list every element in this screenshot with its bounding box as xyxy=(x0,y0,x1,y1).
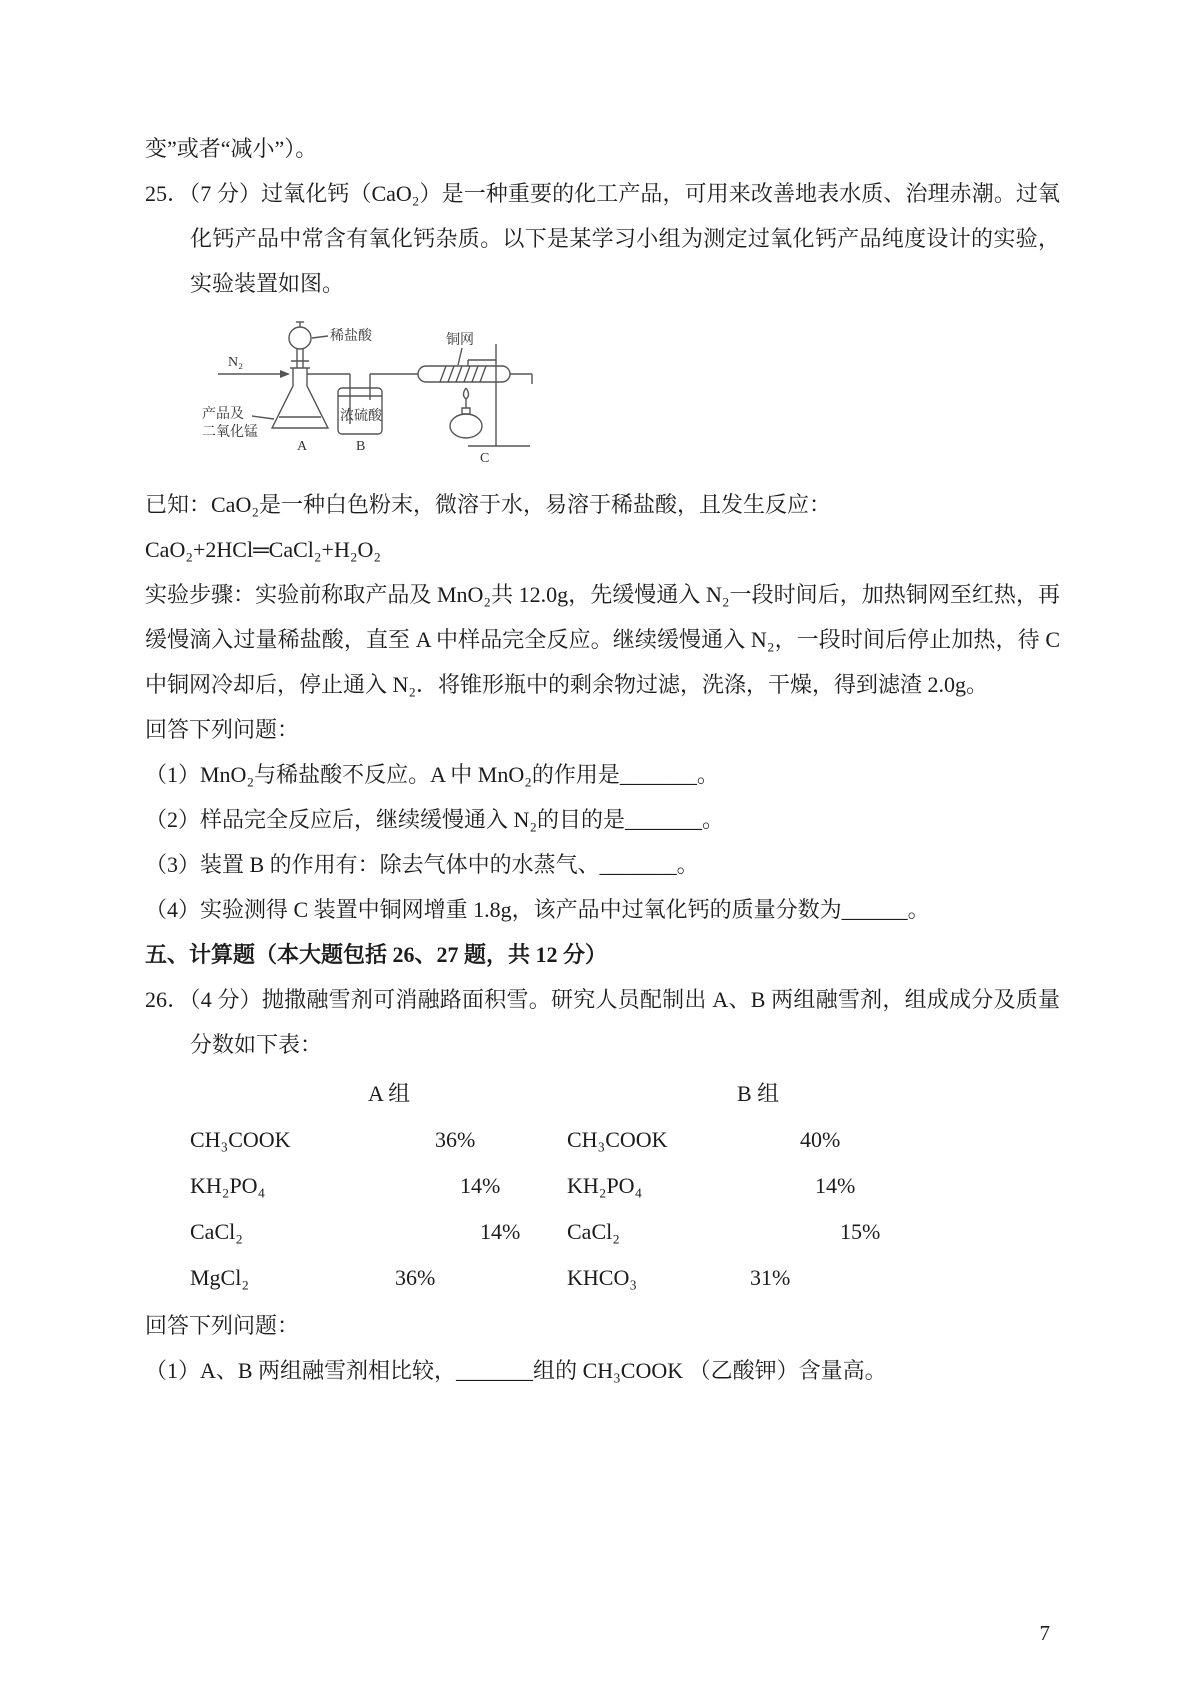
n2-label: N₂ xyxy=(228,355,243,370)
apparatus-diagram xyxy=(200,316,1060,470)
table-row xyxy=(190,1117,1060,1163)
q25-sub1: （1）MnO₂与稀盐酸不反应。A 中 MnO₂的作用是_______。 xyxy=(145,762,719,787)
component-a-value: 36% xyxy=(395,1265,436,1290)
q25-sub3: （3）装置 B 的作用有：除去气体中的水蒸气、_______。 xyxy=(145,852,699,877)
copper-mesh-label: 铜网 xyxy=(446,333,474,348)
component-a-value: 14% xyxy=(460,1173,501,1198)
table-row xyxy=(190,1209,1060,1255)
q25-sub2: （2）样品完全反应后，继续缓慢通入 N₂的目的是_______。 xyxy=(145,807,725,832)
apparatus-a-label: A xyxy=(297,439,308,454)
component-a-name: CH₃COOK xyxy=(190,1127,291,1152)
product-label-line2: 二氧化锰 xyxy=(202,425,258,440)
component-a-value: 14% xyxy=(480,1219,521,1244)
table-header-row xyxy=(190,1071,1060,1117)
component-a-name: MgCl₂ xyxy=(190,1265,250,1290)
q26-answer-prompt: 回答下列问题： xyxy=(145,1313,300,1338)
question-25-stem: 25．（7 分）过氧化钙（CaO₂）是一种重要的化工产品，可用来改善地表水质、治理赤潮。过氧化钙产品中常含有氧化钙杂质。以下是某学习小组为测定过氧化钙产品纯度设计的实验，实验装置如图。 xyxy=(145,181,1060,296)
page-number: 7 xyxy=(1039,1621,1050,1645)
product-label-line1: 产品及 xyxy=(202,407,244,422)
known-info: 已知：CaO₂是一种白色粉末，微溶于水，易溶于稀盐酸，且发生反应： xyxy=(145,492,831,517)
q25-answer-prompt: 回答下列问题： xyxy=(145,717,300,742)
component-b-value: 40% xyxy=(800,1127,841,1152)
component-b-name: KH₂PO₄ xyxy=(567,1173,643,1198)
component-b-value: 31% xyxy=(750,1265,791,1290)
table-row xyxy=(190,1255,1060,1301)
component-b-name: KHCO₃ xyxy=(567,1265,638,1290)
snow-melt-agent-table xyxy=(190,1071,1060,1303)
dilute-hcl-label: 稀盐酸 xyxy=(330,329,372,344)
component-b-value: 14% xyxy=(815,1173,856,1198)
apparatus-b-label: B xyxy=(356,439,366,454)
component-b-name: CH₃COOK xyxy=(567,1127,668,1152)
component-a-value: 36% xyxy=(435,1127,476,1152)
group-b-header: B 组 xyxy=(737,1081,780,1106)
component-a-name: CaCl₂ xyxy=(190,1219,243,1244)
component-b-name: CaCl₂ xyxy=(567,1219,620,1244)
q26-sub1: （1）A、B 两组融雪剂相比较，_______组的 CH₃COOK （乙酸钾）含量高。 xyxy=(145,1358,887,1383)
section-5-heading: 五、计算题（本大题包括 26、27 题，共 12 分） xyxy=(145,942,608,967)
group-a-header: A 组 xyxy=(368,1081,411,1106)
carryover-text: 变”或者“减小”）。 xyxy=(145,136,318,161)
component-b-value: 15% xyxy=(840,1219,881,1244)
conc-h2so4-label: 浓硫酸 xyxy=(340,409,382,424)
apparatus-drawing xyxy=(200,316,540,464)
apparatus-c-label: C xyxy=(480,451,490,464)
component-a-name: KH₂PO₄ xyxy=(190,1173,266,1198)
q25-sub4: （4）实验测得 C 装置中铜网增重 1.8g，该产品中过氧化钙的质量分数为______。 xyxy=(145,897,930,922)
question-26-stem: 26．（4 分）抛撒融雪剂可消融路面积雪。研究人员配制出 A、B 两组融雪剂，组成成分及质量分数如下表： xyxy=(145,987,1060,1057)
chemical-equation: CaO₂+2HCl═CaCl₂+H₂O₂ xyxy=(145,537,382,562)
table-row xyxy=(190,1163,1060,1209)
experiment-steps: 实验步骤：实验前称取产品及 MnO₂共 12.0g，先缓慢通入 N₂一段时间后，加热铜网至红热，再缓慢滴入过量稀盐酸，直至 A 中样品完全反应。继续缓慢通入 N₂，一段时间后停止加热，待 C 中铜网冷却后，停止通入 N₂．将锥形瓶中的剩余物过滤，洗涤，干燥，得到滤渣 2.0g。 xyxy=(145,582,1060,697)
